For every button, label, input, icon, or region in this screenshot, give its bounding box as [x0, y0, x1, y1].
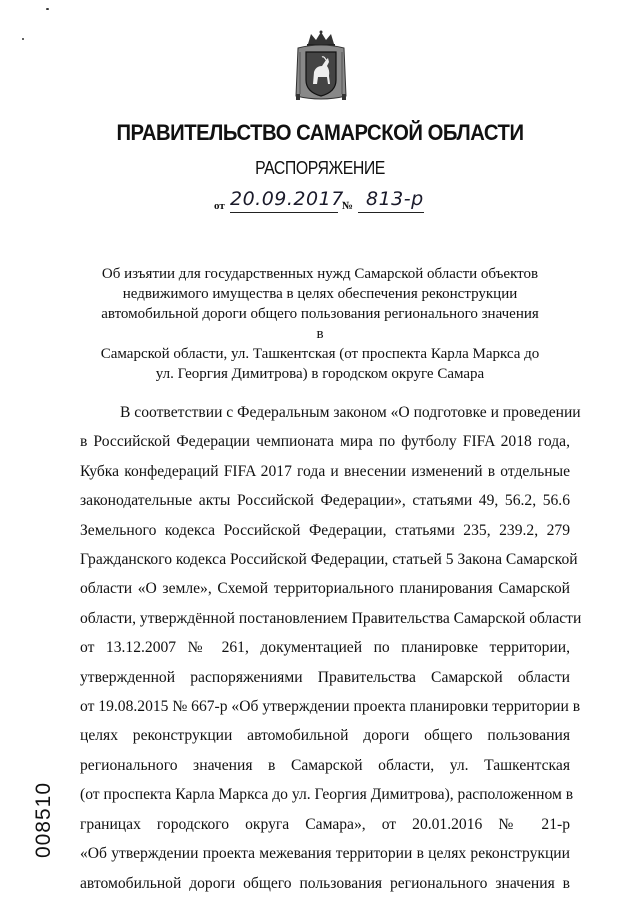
body-line: от 19.08.2015 № 667-р «Об утверждении проекта планировки территории в — [80, 698, 581, 716]
document-type: РАСПОРЯЖЕНИЕ — [255, 158, 385, 178]
subject-line: автомобильной дороги общего пользования регионального значения в — [101, 306, 539, 342]
number-underline — [358, 212, 424, 213]
number-value: 813-р — [366, 188, 424, 210]
scan-speck — [46, 8, 49, 10]
body-line: от 13.12.2007 № 261, документацией по планировке территории, — [80, 639, 570, 657]
body-line: границах городского округа Самара», от 20.01.2016 № 21-р — [80, 815, 570, 833]
body-line: Земельного кодекса Российской Федерации, статьями 235, 239.2, 279 — [80, 521, 570, 539]
government-title: ПРАВИТЕЛЬСТВО САМАРСКОЙ ОБЛАСТИ — [116, 120, 524, 145]
body-line: «Об утверждении проекта межевания территории в целях реконструкции — [80, 845, 570, 863]
body-paragraph — [80, 398, 582, 898]
subject-line: недвижимого имущества в целях обеспечения реконструкции — [122, 286, 518, 302]
side-registration-number — [28, 772, 58, 872]
body-line: области, утверждённой постановлением Правительства Самарской области — [80, 609, 582, 627]
body-line: законодательные акты Российской Федерации», статьями 49, 56.2, 56.6 — [80, 492, 570, 510]
subject-line: Об изъятии для государственных нужд Самарской области объектов — [101, 266, 539, 282]
date-underline — [230, 212, 338, 213]
body-line: утвержденной распоряжениями Правительства Самарской области — [80, 668, 570, 686]
body-line: в Российской Федерации чемпионата мира по футболу FIFA 2018 года, — [80, 433, 570, 451]
body-line: автомобильной дороги общего пользования регионального значения в — [80, 874, 570, 892]
date-number-line — [214, 188, 434, 216]
number-label: № — [342, 200, 354, 212]
body-line: регионального значения в Самарской области, ул. Ташкентская — [80, 756, 570, 774]
samara-coat-of-arms-icon — [294, 30, 348, 102]
body-line: области «О земле», Схемой территориального планирования Самарской — [80, 580, 570, 598]
subject-line: Самарской области, ул. Ташкентская (от проспекта Карла Маркса до — [100, 346, 540, 362]
date-value: 20.09.2017 — [230, 188, 344, 210]
body-line: целях реконструкции автомобильной дороги общего пользования — [80, 727, 570, 745]
body-line: В соответствии с Федеральным законом «О подготовке и проведении — [120, 404, 581, 421]
scan-speck — [22, 38, 24, 40]
body-line: (от проспекта Карла Маркса до ул. Георгия Димитрова), расположенном в — [80, 786, 574, 804]
date-label: от — [214, 200, 225, 212]
document-subject — [100, 264, 540, 384]
body-line: Кубка конфедераций FIFA 2017 года и внесении изменений в отдельные — [80, 462, 570, 480]
subject-line: ул. Георгия Димитрова) в городском округе Самара — [155, 366, 485, 382]
body-line: Гражданского кодекса Российской Федерации, статьей 5 Закона Самарской — [80, 551, 578, 569]
side-number-text: 008510 — [32, 781, 55, 859]
